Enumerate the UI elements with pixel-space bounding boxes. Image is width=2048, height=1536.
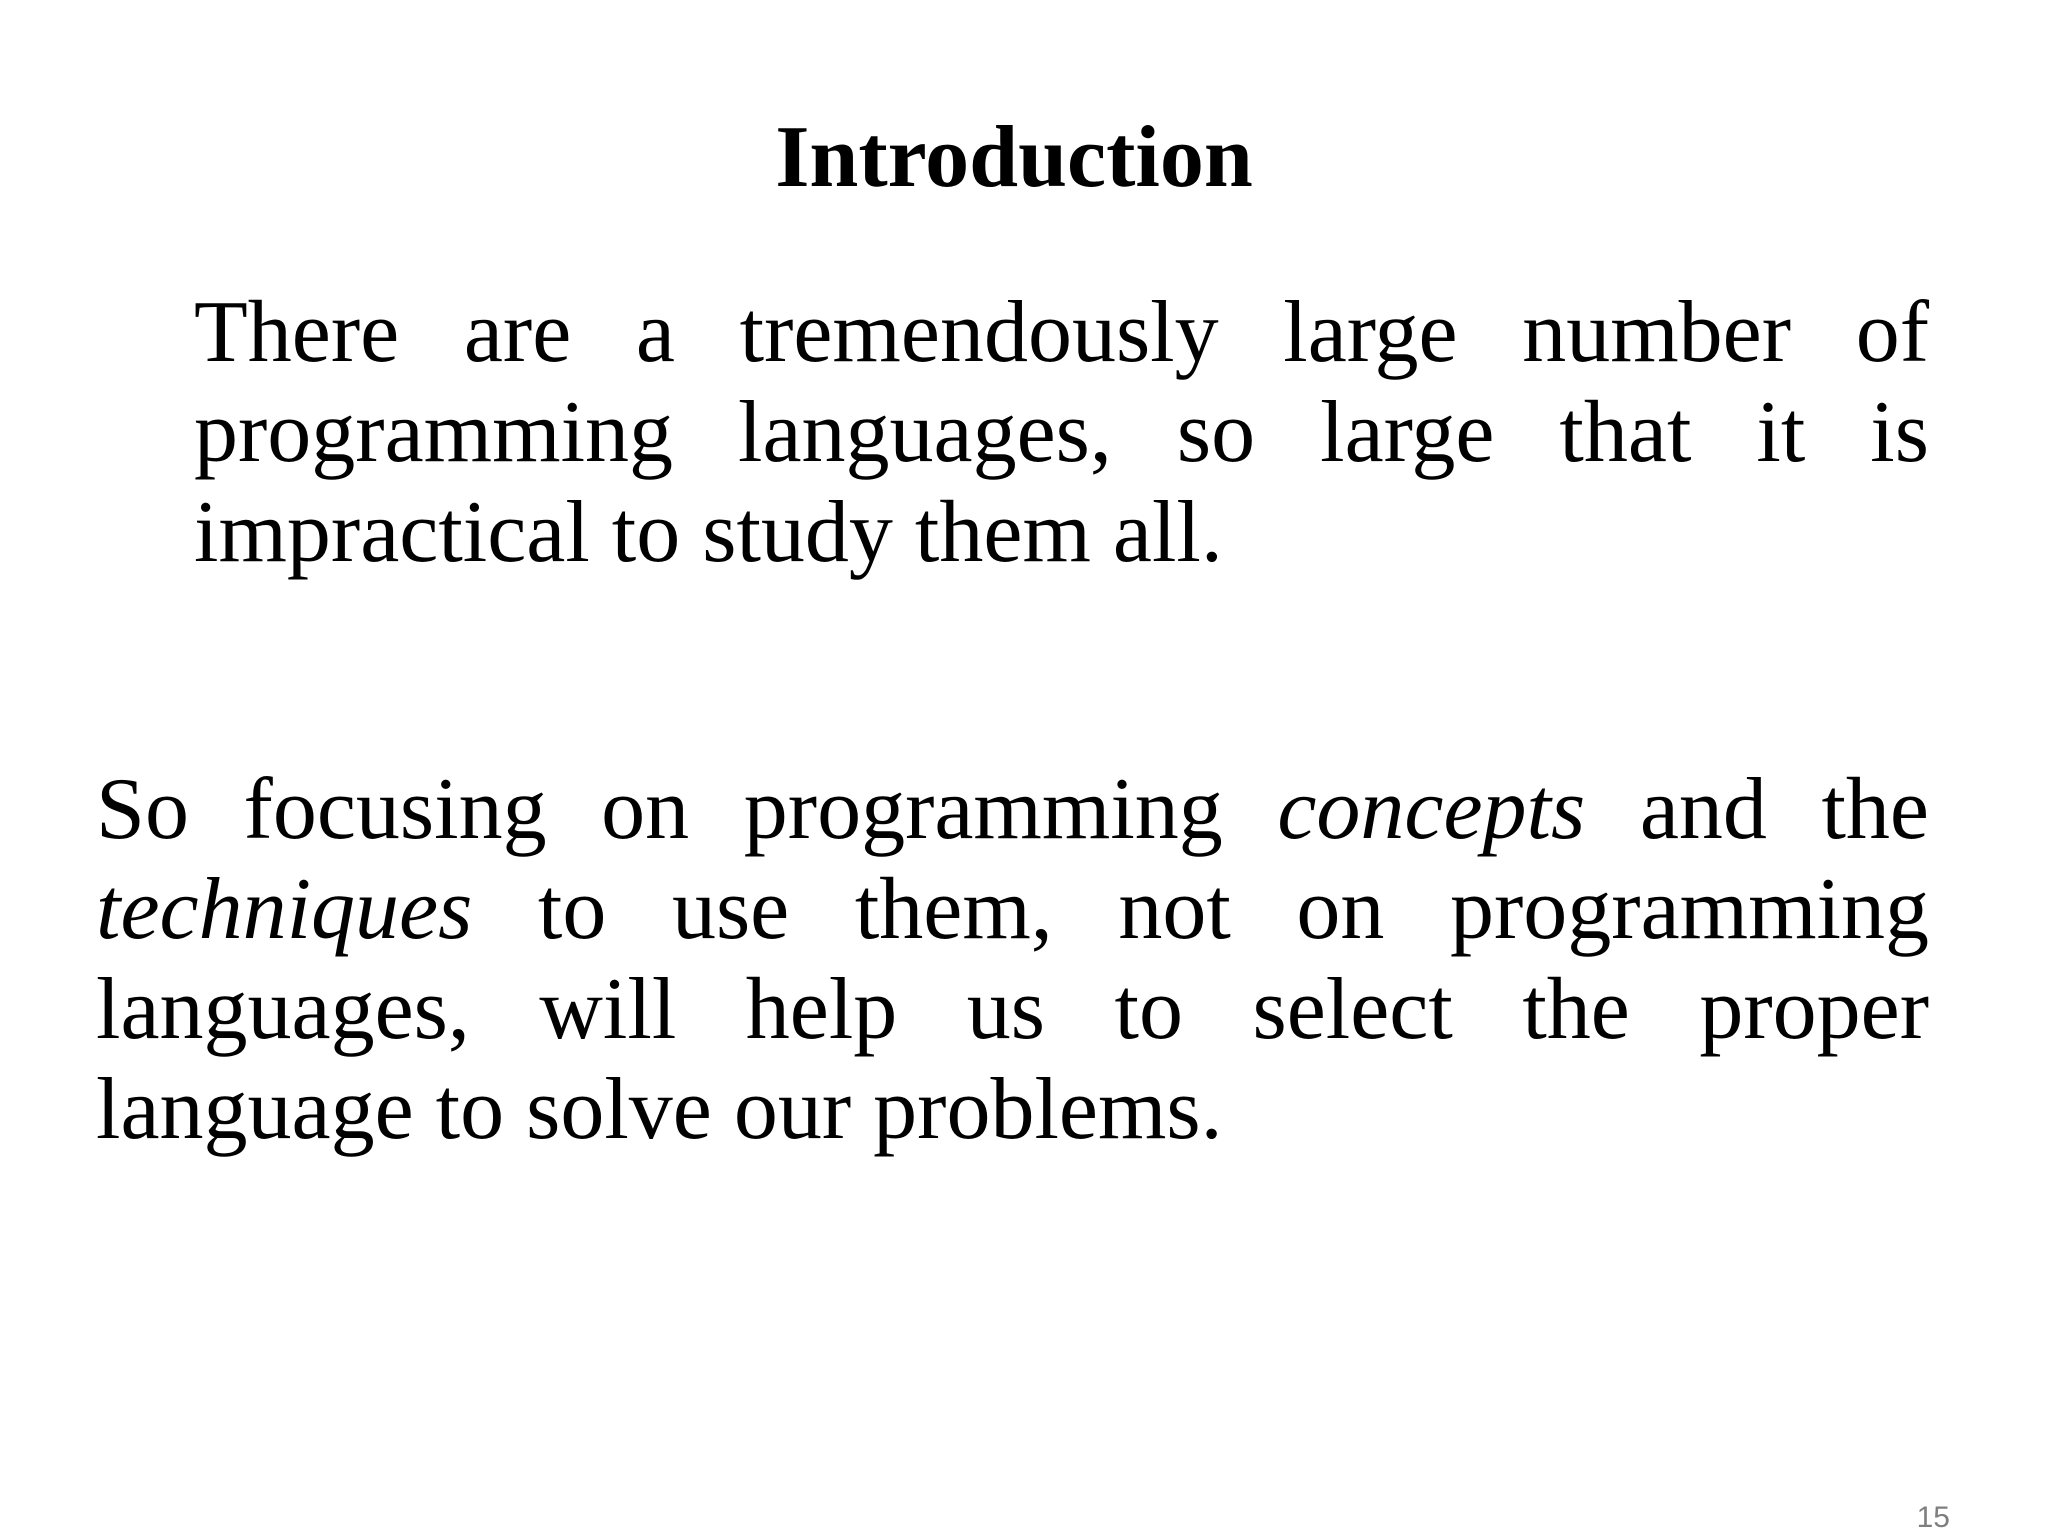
focus-paragraph-text-3: to use them, not on programming languages, will help us to select the proper language to solve our problems. bbox=[96, 861, 1929, 1158]
emphasis-concepts: concepts bbox=[1277, 761, 1586, 858]
focus-paragraph-text-1: So focusing on programming bbox=[96, 761, 1278, 858]
focus-paragraph bbox=[96, 760, 1929, 1160]
intro-paragraph: There are a tremendously large number of programming languages, so large that it is impractical to study them all. bbox=[194, 284, 1929, 581]
focus-paragraph-text-2: and the bbox=[1585, 761, 1929, 858]
emphasis-techniques: techniques bbox=[96, 861, 473, 958]
page-number: 15 bbox=[1916, 1501, 1950, 1534]
slide-title: Introduction bbox=[775, 109, 1253, 206]
